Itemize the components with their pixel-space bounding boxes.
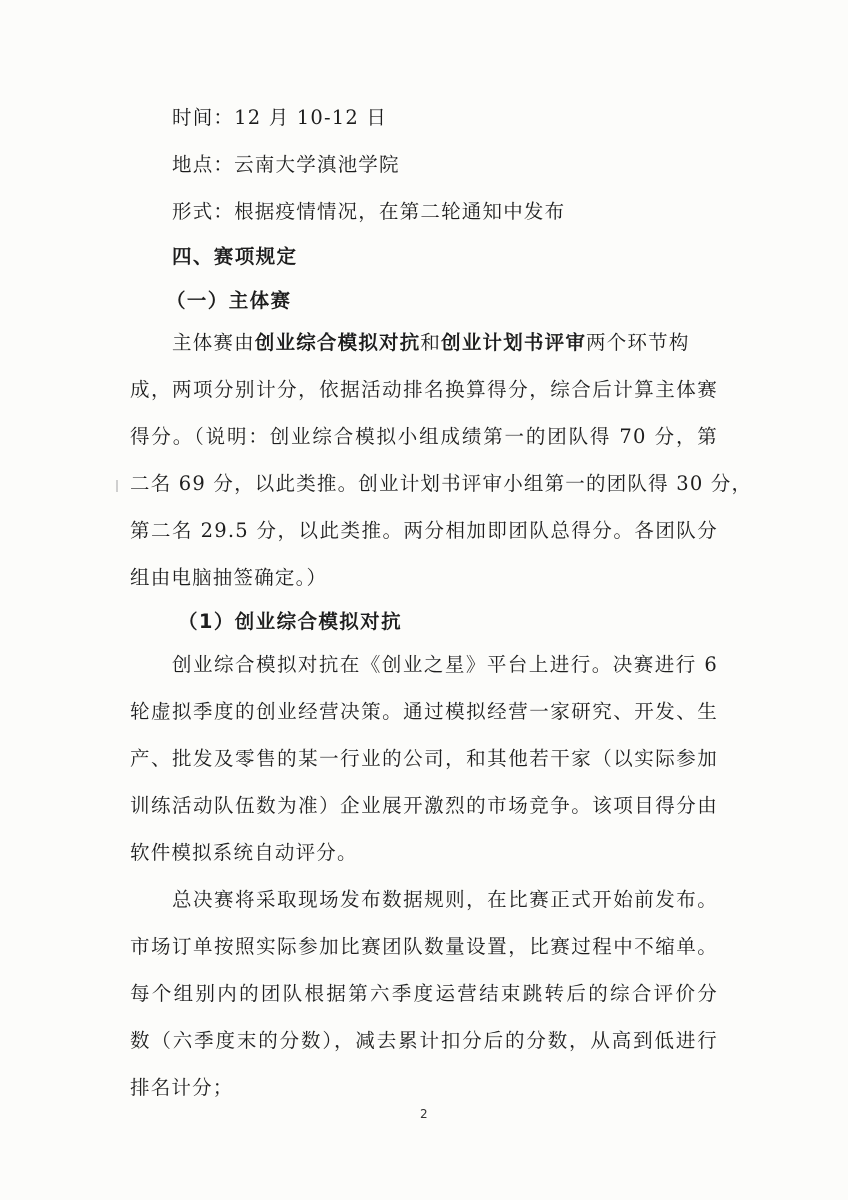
main-paragraph-line-3: 得分。（说明：创业综合模拟小组成绩第一的团队得 70 分，第 — [130, 425, 718, 448]
time-line: 时间：12 月 10-12 日 — [172, 106, 388, 129]
main-paragraph-bold-simulation: 创业综合模拟对抗 — [254, 331, 421, 354]
main-paragraph-suffix: 两个环节构 — [586, 331, 690, 354]
main-paragraph-prefix: 主体赛由 — [172, 331, 255, 354]
main-paragraph-line-6: 组由电脑抽签确定。） — [130, 566, 328, 589]
final-paragraph-line-1: 总决赛将采取现场发布数据规则，在比赛正式开始前发布。 — [172, 888, 718, 911]
simulation-paragraph-line-2: 轮虚拟季度的创业经营决策。通过模拟经营一家研究、开发、生 — [130, 700, 718, 723]
final-paragraph-line-3: 每个组别内的团队根据第六季度运营结束跳转后的综合评价分 — [130, 982, 718, 1005]
section-heading-four: 四、赛项规定 — [172, 245, 298, 268]
subsection-heading-main-competition: （一）主体赛 — [166, 289, 292, 312]
final-paragraph-line-2: 市场订单按照实际参加比赛团队数量设置，比赛过程中不缩单。 — [130, 935, 718, 958]
simulation-paragraph-line-4: 训练活动队伍数为准）企业展开激烈的市场竞争。该项目得分由 — [130, 794, 718, 817]
main-paragraph-bold-plan-review: 创业计划书评审 — [441, 331, 587, 354]
place-line: 地点：云南大学滇池学院 — [172, 153, 400, 176]
main-paragraph-mid: 和 — [420, 331, 442, 354]
simulation-paragraph-line-3: 产、批发及零售的某一行业的公司，和其他若干家（以实际参加 — [130, 747, 718, 770]
simulation-paragraph-line-5: 软件模拟系统自动评分。 — [130, 841, 358, 864]
main-paragraph-line-5: 第二名 29.5 分，以此类推。两分相加即团队总得分。各团队分 — [130, 519, 718, 542]
main-paragraph-line-4: 二名 69 分，以此类推。创业计划书评审小组第一的团队得 30 分， — [130, 472, 753, 495]
main-paragraph-line-1 — [172, 329, 690, 357]
main-paragraph-line-2: 成，两项分别计分，依据活动排名换算得分，综合后计算主体赛 — [130, 378, 718, 401]
scan-mark — [116, 480, 118, 492]
final-paragraph-line-4: 数（六季度末的分数），减去累计扣分后的分数，从高到低进行 — [130, 1029, 718, 1052]
simulation-paragraph-line-1: 创业综合模拟对抗在《创业之星》平台上进行。决赛进行 6 — [172, 653, 718, 676]
subsection-heading-simulation: （1）创业综合模拟对抗 — [178, 610, 402, 633]
format-line: 形式：根据疫情情况，在第二轮通知中发布 — [172, 200, 566, 223]
final-paragraph-line-5: 排名计分； — [130, 1076, 234, 1099]
page-number: 2 — [420, 1107, 428, 1121]
